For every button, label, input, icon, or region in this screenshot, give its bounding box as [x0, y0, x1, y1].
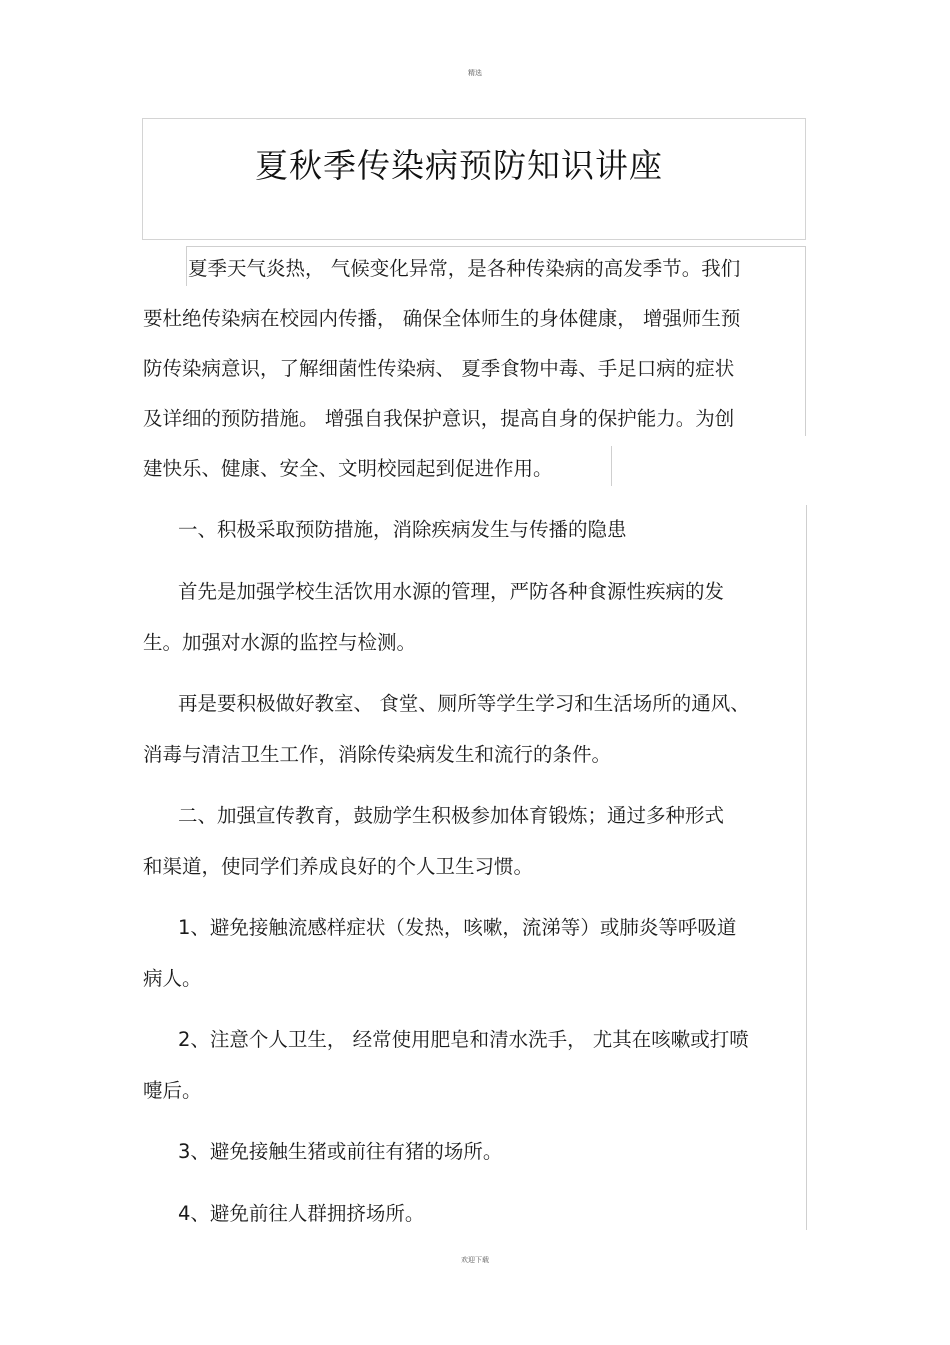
- section1-p2-line1: 再是要积极做好教室、 食堂、厕所等学生学习和生活场所的通风、: [178, 692, 750, 715]
- intro-line-1: 夏季天气炎热， 气候变化异常，是各种传染病的高发季节。我们: [188, 257, 741, 280]
- intro-rule-left: [186, 246, 187, 286]
- section1-p1-line1: 首先是加强学校生活饮用水源的管理，严防各种食源性疾病的发: [178, 580, 725, 603]
- intro-line-4: 及详细的预防措施。 增强自我保护意识，提高自身的保护能力。为创: [143, 407, 735, 430]
- list-item-2-line2: 嚏后。: [143, 1079, 202, 1102]
- list-item-4: 4、避免前往人群拥挤场所。: [178, 1202, 425, 1225]
- list-item-1-line2: 病人。: [143, 967, 202, 990]
- section2-heading-line2: 和渠道，使同学们养成良好的个人卫生习惯。: [143, 855, 534, 878]
- header-watermark: 精选: [468, 69, 482, 77]
- body-rule-right: [806, 505, 807, 1230]
- list-item-3: 3、避免接触生猪或前往有猪的场所。: [178, 1140, 503, 1163]
- section2-heading-line1: 二、加强宣传教育，鼓励学生积极参加体育锻炼；通过多种形式: [178, 804, 725, 827]
- intro-rule-right: [805, 246, 806, 436]
- intro-rule-short: [611, 446, 612, 486]
- footer-watermark: 欢迎下载: [461, 1256, 489, 1264]
- section1-heading: 一、积极采取预防措施，消除疾病发生与传播的隐患: [178, 518, 627, 541]
- page-title: 夏秋季传染病预防知识讲座: [255, 146, 663, 185]
- intro-line-2: 要杜绝传染病在校园内传播， 确保全体师生的身体健康， 增强师生预: [143, 307, 741, 330]
- list-item-1-line1: 1、避免接触流感样症状（发热，咳嗽，流涕等）或肺炎等呼吸道: [178, 916, 737, 939]
- section1-p1-line2: 生。加强对水源的监控与检测。: [143, 631, 417, 654]
- intro-line-5: 建快乐、健康、安全、文明校园起到促进作用。: [143, 457, 553, 480]
- section1-p2-line2: 消毒与清洁卫生工作，消除传染病发生和流行的条件。: [143, 743, 612, 766]
- intro-rule-top: [186, 246, 806, 247]
- intro-line-3: 防传染病意识，了解细菌性传染病、 夏季食物中毒、手足口病的症状: [143, 357, 735, 380]
- list-item-2-line1: 2、注意个人卫生， 经常使用肥皂和清水洗手， 尤其在咳嗽或打喷: [178, 1028, 749, 1051]
